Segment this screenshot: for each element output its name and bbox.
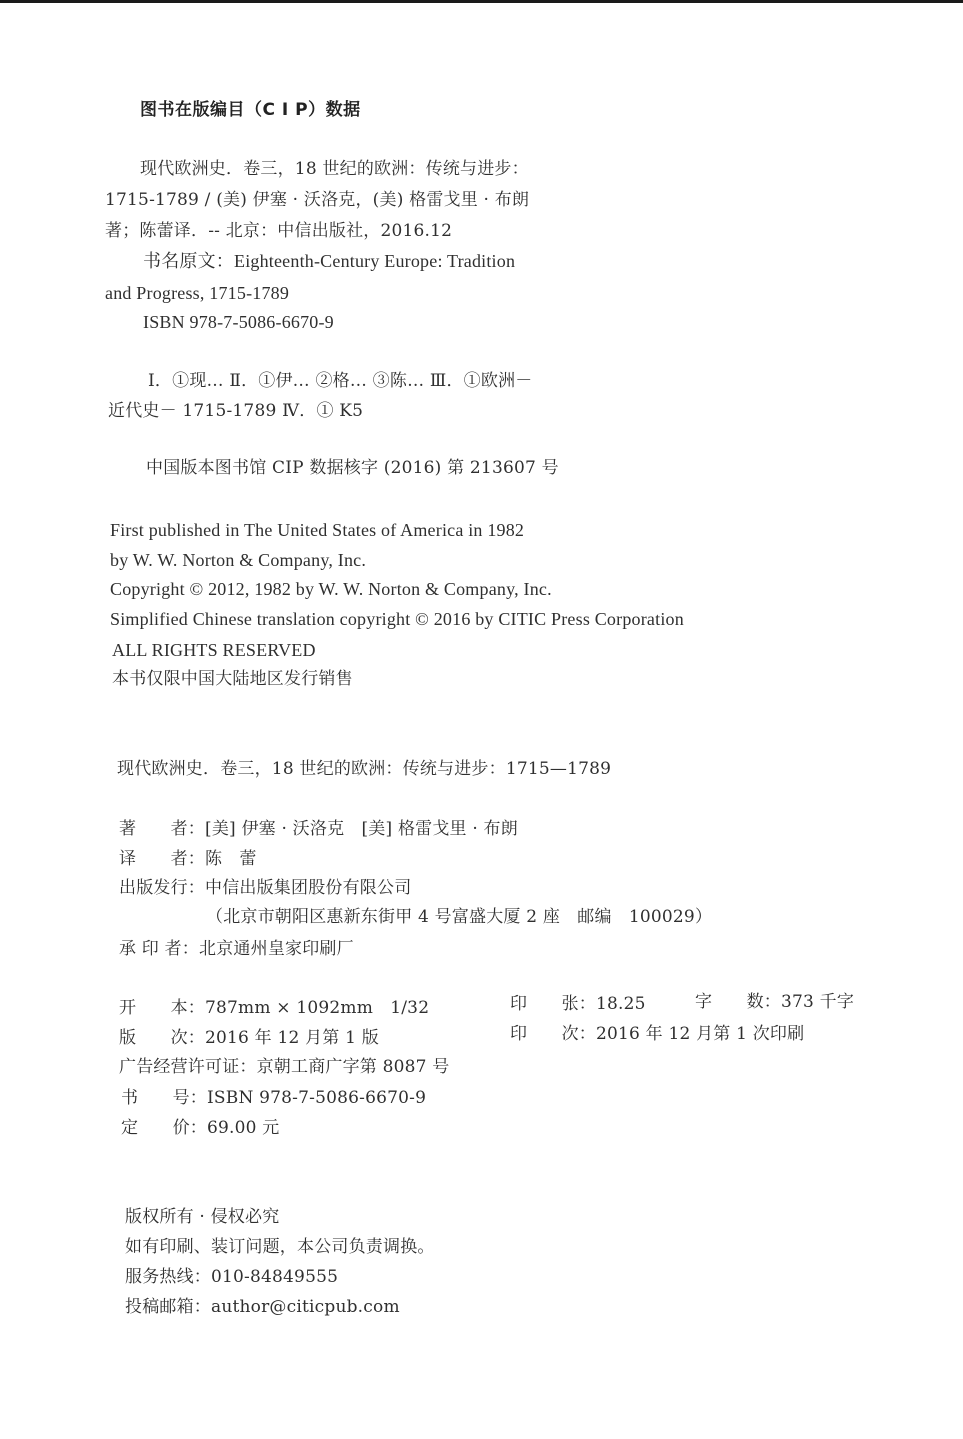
- price-label: 定 价：: [121, 1118, 207, 1138]
- sheets-value: 18.25: [596, 994, 646, 1014]
- format-value: 787mm × 1092mm 1/32: [205, 998, 430, 1018]
- edition-value: 2016 年 12 月第 1 版: [205, 1028, 379, 1048]
- publisher-label: 出版发行：: [119, 878, 205, 898]
- copyright-line-4: Simplified Chinese translation copyright © 2016 by CITIC Press Corporation: [110, 609, 684, 629]
- sheets-row: [510, 993, 646, 1015]
- printing-value: 2016 年 12 月第 1 次印刷: [596, 1024, 805, 1044]
- wordcount-value: 373 千字: [781, 992, 855, 1012]
- price-row: [121, 1117, 279, 1139]
- printing-label: 印 次：: [510, 1024, 596, 1044]
- cip-classification-2: 近代史－ 1715-1789 Ⅳ．① K5: [108, 401, 364, 421]
- isbn-value: ISBN 978-7-5086-6670-9: [207, 1088, 427, 1108]
- copyright-line-2: by W. W. Norton & Company, Inc.: [110, 550, 367, 570]
- publisher-address: （北京市朝阳区惠新东街甲 4 号富盛大厦 2 座 邮编 100029）: [206, 907, 713, 927]
- wordcount-row: [695, 991, 854, 1013]
- top-border-rule: [0, 0, 963, 3]
- isbn-row: [121, 1087, 426, 1109]
- publisher-value: 中信出版集团股份有限公司: [205, 878, 412, 898]
- cip-isbn: ISBN 978-7-5086-6670-9: [143, 312, 334, 332]
- copyright-line-1: First published in The United States of America in 1982: [110, 520, 525, 540]
- translator-label: 译 者：: [119, 849, 205, 869]
- price-value: 69.00 元: [207, 1118, 280, 1138]
- author-label: 著 者：: [119, 819, 205, 839]
- cip-heading: 图书在版编目（C I P）数据: [140, 100, 361, 120]
- book-title: 现代欧洲史．卷三，18 世纪的欧洲：传统与进步：1715—1789: [117, 759, 612, 779]
- cip-line-1: 现代欧洲史．卷三，18 世纪的欧洲：传统与进步：: [140, 159, 529, 179]
- ad-license-row: [119, 1056, 449, 1078]
- translator-row: [119, 848, 257, 870]
- ad-license-label: 广告经营许可证：: [119, 1057, 257, 1077]
- edition-label: 版 次：: [119, 1028, 205, 1048]
- notice-line-3: 服务热线：010-84849555: [125, 1267, 339, 1287]
- printer-row: [119, 938, 354, 960]
- wordcount-label: 字 数：: [695, 992, 781, 1012]
- notice-line-2: 如有印刷、装订问题，本公司负责调换。: [125, 1237, 435, 1257]
- copyright-line-3: Copyright © 2012, 1982 by W. W. Norton & Company, Inc.: [110, 579, 552, 599]
- format-label: 开 本：: [119, 998, 205, 1018]
- notice-line-1: 版权所有 · 侵权必究: [125, 1207, 280, 1227]
- printer-label: 承 印 者：: [119, 939, 200, 959]
- cip-classification-1: Ⅰ．①现… Ⅱ．①伊… ②格… ③陈… Ⅲ．①欧洲－: [148, 371, 533, 391]
- publisher-row: [119, 877, 411, 899]
- printing-row: [510, 1023, 804, 1045]
- sheets-label: 印 张：: [510, 994, 596, 1014]
- translator-value: 陈 蕾: [205, 849, 257, 869]
- format-row: [119, 997, 429, 1019]
- cip-record-number: 中国版本图书馆 CIP 数据核字 (2016) 第 213607 号: [146, 458, 559, 478]
- copyright-line-5: ALL RIGHTS RESERVED: [112, 640, 316, 660]
- cip-line-3: 著；陈蕾译．-- 北京：中信出版社，2016.12: [105, 221, 453, 241]
- ad-license-value: 京朝工商广字第 8087 号: [256, 1057, 450, 1077]
- cip-line-5: and Progress, 1715-1789: [105, 283, 290, 303]
- cip-line-4: 书名原文：Eighteenth-Century Europe: Tradition: [143, 251, 516, 271]
- cip-line-2: 1715-1789 / (美) 伊塞 · 沃洛克，(美) 格雷戈里 · 布朗: [105, 190, 530, 210]
- printer-value: 北京通州皇家印刷厂: [199, 939, 354, 959]
- author-value: [美] 伊塞 · 沃洛克 [美] 格雷戈里 · 布朗: [205, 819, 518, 839]
- edition-row: [119, 1027, 379, 1049]
- author-row: [119, 818, 518, 840]
- notice-line-4: 投稿邮箱：author@citicpub.com: [125, 1297, 400, 1317]
- copyright-line-6: 本书仅限中国大陆地区发行销售: [112, 669, 353, 689]
- isbn-label: 书 号：: [121, 1088, 207, 1108]
